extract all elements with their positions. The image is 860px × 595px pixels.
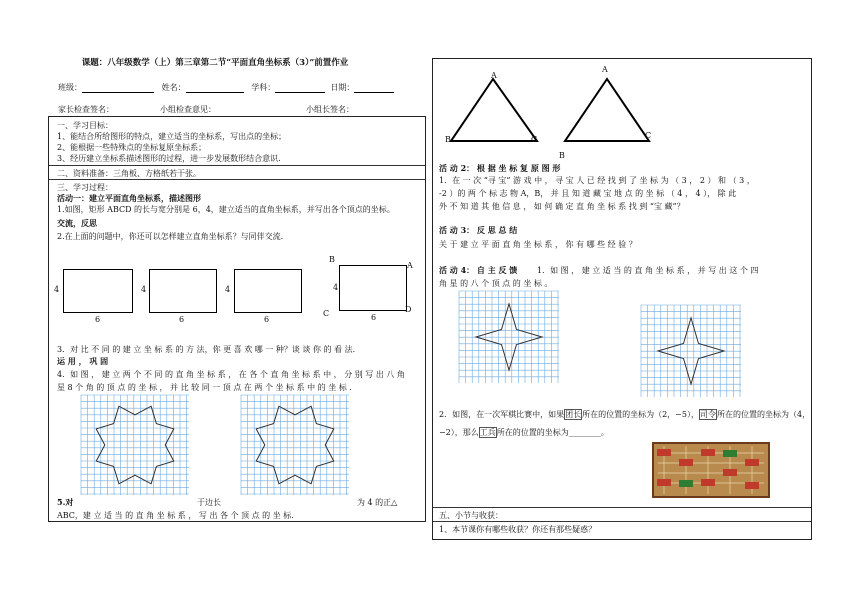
- q2-part-a: 2．如图，在一次军棋比赛中，如果: [439, 410, 565, 419]
- name-field[interactable]: [186, 84, 244, 93]
- sign-row: [58, 104, 418, 115]
- vertex-label-c: C: [323, 309, 330, 318]
- date-label: 日期：: [330, 83, 355, 92]
- apply-heading: 运 用 ， 巩 固: [57, 356, 109, 366]
- rectangle-figure-1: [63, 269, 133, 313]
- vertex-label-b: B: [329, 255, 335, 264]
- rect-length-label: 6: [371, 313, 377, 322]
- process-heading: 三、学习过程：: [57, 183, 113, 192]
- vertex-label-d: D: [405, 305, 412, 314]
- question-1: 1.如图，矩形 ABCD 的长与宽分别是 6，4，建立适当的直角坐标系，并写出各个顶点的坐标。: [57, 205, 395, 214]
- materials-text: 二、资料准备：三角板、方格纸若干张。: [57, 169, 201, 178]
- vertex-label-c: C: [645, 131, 652, 140]
- activity3-heading: 活 动 3： 反 思 总 结: [439, 225, 518, 235]
- vertex-label-c: C: [531, 135, 538, 144]
- divider: [433, 521, 811, 522]
- activity2-text: -2 ）的 两 个 标 志 物 A，B， 并 且 知 道 藏 宝 地 点 的 坐 标 （ 4 ， 4 ）， 除 此: [439, 189, 737, 198]
- question-2-text-line2: [439, 427, 609, 438]
- rect-length-label: 6: [264, 315, 270, 324]
- piece-siling: 司令: [699, 410, 716, 419]
- question-5-mid: 于边长: [197, 498, 221, 507]
- question-5-start: 5.对: [57, 497, 74, 507]
- rect-length-label: 6: [95, 315, 101, 324]
- parent-sign-label: 家长检查签名：: [58, 105, 114, 114]
- activity3-text: 关 于 建 立 平 面 直 角 坐 标 系 ， 你 有 哪 些 经 验 ？: [439, 240, 637, 249]
- question-4-line1: 4．如 图 ， 建 立 两 个 不 同 的 直 角 坐 标 系 ， 在 各 个 直 角 坐 标 系 中 ， 分 别 写 出 八 角: [57, 370, 405, 379]
- q2-part-b: 所在的位置的坐标为（2，−5），: [582, 410, 699, 419]
- vertex-label-b: B: [445, 135, 451, 144]
- grid-star4-1: [459, 291, 559, 383]
- goal-item: 1、能结合所给图形的特点，建立适当的坐标系，写出点的坐标；: [57, 132, 287, 141]
- piece-gongbing: 工兵: [479, 428, 496, 437]
- piece-tuanzhang: 团长: [565, 410, 582, 419]
- goal-item: 3、经历建立坐标系描述图形的过程，进一步发展数形结合意识.: [57, 154, 281, 163]
- rect-width-label: 4: [225, 285, 231, 294]
- divider: [49, 165, 425, 166]
- leader-sign-label: 小组长签名：: [306, 105, 354, 114]
- military-chess-board-image: [652, 442, 770, 498]
- left-panel: [48, 116, 426, 522]
- vertex-label-b: B: [559, 151, 565, 160]
- q2-part-e: 所在的位置的坐标为________。: [496, 428, 609, 437]
- q2-part-c: 所在的位置的坐标为（4，: [716, 410, 811, 419]
- summary-question: 1、本节课你有哪些收获？你还有那些疑惑？: [439, 525, 597, 534]
- activity4-text: 1．如 图 ， 建 立 适 当 的 直 角 坐 标 系 ， 并 写 出 这 个 四: [537, 266, 759, 275]
- divider: [49, 179, 425, 180]
- page-title: 课题：八年级数学（上）第三章第二节“平面直角坐标系（3）”前置作业: [81, 58, 349, 68]
- question-2: 2.在上面的问题中，你还可以怎样建立直角坐标系？与同伴交流.: [57, 232, 284, 241]
- grid-star-1: [81, 395, 189, 495]
- question-2-text: [439, 409, 810, 420]
- summary-heading: 五、小节与收获：: [439, 511, 503, 520]
- vertex-label-a: A: [491, 71, 497, 80]
- rectangle-figure-3: [234, 269, 302, 313]
- rect-width-label: 4: [141, 285, 147, 294]
- subject-field[interactable]: [275, 84, 325, 93]
- question-3: 3．对 比 不 同 的 建 立 坐 标 系 的 方 法，你 更 喜 欢 哪 一 种？谈 谈 你 的 看 法．: [57, 345, 361, 354]
- goal-item: 2、能根据一些特殊点的坐标复原坐标系；: [57, 143, 207, 152]
- activity2-text: 1．在 一 次 “寻 宝” 游 戏 中 ， 寻 宝 人 已 经 找 到 了 坐 标 为 （ 3 ， 2 ） 和 （ 3 ，: [439, 176, 755, 185]
- goals-heading: 一、学习目标：: [57, 121, 113, 130]
- activity2-heading: 活 动 2： 根 据 坐 标 复 原 图 形: [439, 163, 561, 173]
- triangle-figure-1: [445, 71, 545, 151]
- activity4-heading: 活 动 4： 自 主 反 馈: [439, 265, 518, 275]
- exchange-heading: 交流，反思: [57, 218, 97, 228]
- group-opinion-label: 小组检查意见：: [160, 105, 216, 114]
- question-5-end: 为 4 的正△: [357, 498, 398, 507]
- rect-width-label: 4: [54, 285, 60, 294]
- date-field[interactable]: [354, 84, 394, 93]
- rect-width-label: 4: [333, 283, 339, 292]
- rect-length-label: 6: [179, 315, 185, 324]
- activity1-heading: 活动一：建立平面直角坐标系，描述图形: [57, 193, 201, 203]
- question-4-line2: 星 8 个 角 的 顶 点 的 坐 标 ， 并 比 较 同 一 顶 点 在 两 个 坐 标 系 中 的 坐 标 .: [57, 383, 352, 392]
- vertex-label-a: A: [602, 65, 608, 74]
- q2-part-d: −2），那么: [439, 428, 479, 437]
- activity4-text: 角 星 的 八 个 顶 点 的 坐 标 。: [439, 279, 553, 288]
- question-5-line2: ABC，建 立 适 当 的 直 角 坐 标 系 ， 写 出 各 个 顶 点 的 坐 标.: [57, 511, 294, 520]
- class-field[interactable]: [82, 84, 154, 93]
- class-label: 班级：: [58, 83, 82, 92]
- vertex-label-a: A: [407, 261, 413, 270]
- name-label: 姓名：: [161, 83, 186, 92]
- divider: [433, 507, 811, 508]
- grid-star-2: [241, 395, 349, 495]
- grid-star4-2: [641, 305, 741, 397]
- activity2-text: 外 不 知 道 其 他 信 息 ， 如 何 确 定 直 角 坐 标 系 找 到 “宝 藏”？: [439, 202, 685, 211]
- info-row: [58, 82, 394, 93]
- rectangle-abcd: [339, 265, 407, 311]
- rectangle-figure-2: [149, 269, 217, 313]
- subject-label: 学科：: [251, 83, 276, 92]
